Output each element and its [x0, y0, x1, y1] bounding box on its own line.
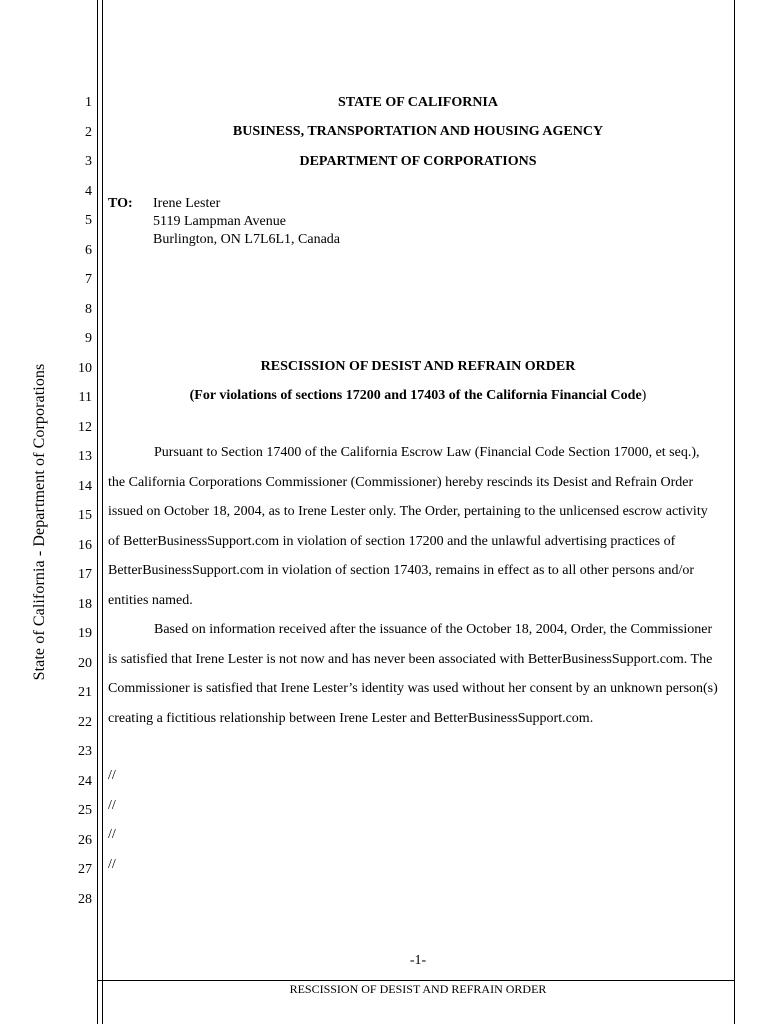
state-heading: STATE OF CALIFORNIA: [338, 95, 498, 110]
recipient-city: Burlington, ON L7L6L1, Canada: [153, 232, 341, 247]
body-paragraph-findings: Based on information received after the issuance of the October 18, 2004, Order, the Commissioner is satisfied that Irene Lester is not now and has never been associated with BetterBusinessSupport.com. The Commissioner is satisfied that Irene Lester’s identity was used without her consent by an unknown person(s) creating a fictitious relationship between Irene Lester and BetterBusinessSupport.com.: [108, 622, 718, 726]
line-number: 12: [78, 419, 92, 435]
line-number: 4: [85, 183, 92, 199]
continuation-marks: [108, 766, 116, 884]
continuation-mark: //: [108, 827, 116, 842]
body-paragraph-rescission: Pursuant to Section 17400 of the California Escrow Law (Financial Code Section 17000, et seq.), the California Corporations Commissioner (Commissioner) hereby rescinds its Desist and Refrain Order issued on October 18, 2004, as to Irene Lester only. The Order, pertaining to the unlicensed escrow activity of BetterBusinessSupport.com in violation of section 17200 and the unlawful advertising practices of BetterBusinessSupport.com in violation of section 17403, remains in effect as to all other persons and/or entities named.: [108, 445, 708, 608]
right-margin-rule: [734, 0, 735, 1024]
line-number: 2: [85, 124, 92, 140]
order-subtitle-text: (For violations of sections 17200 and 17403 of the California Financial Code: [189, 388, 642, 403]
line-number-column: [60, 93, 92, 919]
recipient-street: 5119 Lampman Avenue: [153, 214, 286, 229]
line-number: 1: [85, 95, 92, 110]
line-number: 21: [78, 685, 92, 700]
page-number: -1-: [409, 953, 427, 968]
agency-heading: BUSINESS, TRANSPORTATION AND HOUSING AGENCY: [232, 124, 604, 139]
line-number: 11: [78, 390, 92, 405]
line-number: 17: [78, 567, 92, 582]
continuation-mark: //: [108, 856, 116, 872]
line-number: 13: [78, 449, 92, 464]
line-number: 28: [78, 891, 92, 907]
order-title: RESCISSION OF DESIST AND REFRAIN ORDER: [260, 359, 576, 374]
line-number: 24: [78, 773, 92, 789]
line-number: 22: [78, 714, 92, 730]
continuation-mark: //: [108, 768, 116, 783]
left-margin-rule-outer: [97, 0, 98, 1024]
line-number: 8: [85, 301, 92, 317]
order-body: [108, 438, 718, 733]
line-number: 9: [85, 331, 92, 346]
order-subtitle: [102, 386, 734, 406]
vertical-agency-label: State of California - Department of Corporations: [31, 363, 48, 681]
line-number: 26: [78, 832, 92, 848]
line-number: 5: [85, 213, 92, 228]
line-number: 6: [85, 242, 92, 258]
to-label: TO:: [108, 196, 133, 211]
order-subtitle-close: ): [641, 388, 647, 403]
line-number: 18: [78, 596, 92, 612]
line-number: 19: [78, 626, 92, 641]
line-number: 25: [78, 803, 92, 818]
line-number: 16: [78, 537, 92, 553]
line-number: 15: [78, 508, 92, 523]
line-number: 20: [78, 655, 92, 671]
line-number: 7: [85, 272, 92, 287]
line-number: 23: [78, 744, 92, 759]
line-number: 3: [85, 154, 92, 169]
recipient-address: [153, 195, 340, 249]
department-heading: DEPARTMENT OF CORPORATIONS: [299, 154, 537, 169]
footer-title: RESCISSION OF DESIST AND REFRAIN ORDER: [289, 982, 547, 996]
footer-rule: [97, 980, 735, 981]
line-number: 10: [78, 360, 92, 376]
continuation-mark: //: [108, 797, 116, 813]
line-number: 14: [78, 478, 92, 494]
line-number: 27: [78, 862, 92, 877]
recipient-name: Irene Lester: [153, 196, 221, 211]
